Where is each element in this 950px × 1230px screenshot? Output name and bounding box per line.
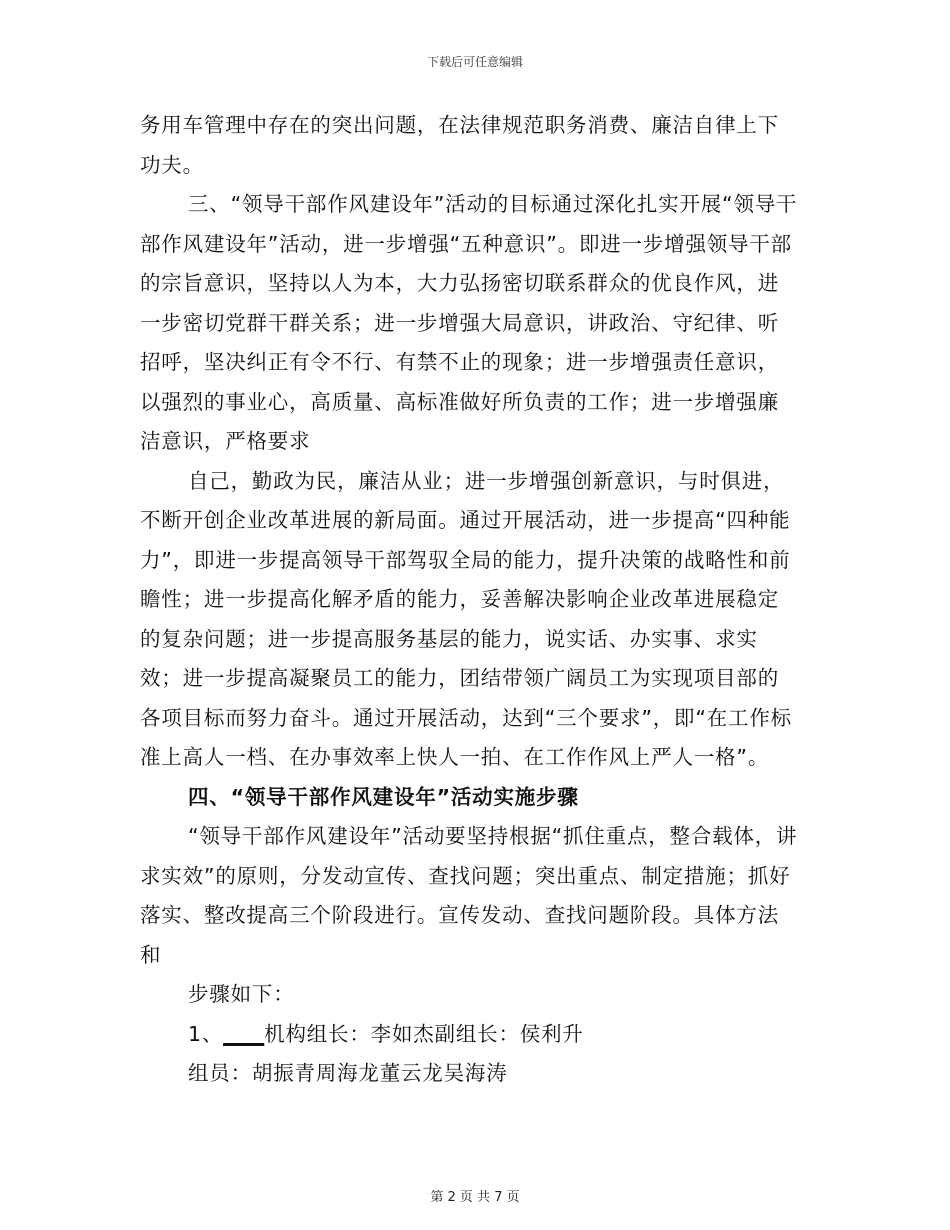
members-line: 组员：胡振青周海龙董云龙吴海涛: [188, 1061, 508, 1085]
page-header: 下载后可任意编辑: [426, 55, 523, 69]
blank-field: ____: [223, 1021, 265, 1046]
paragraph-four-abilities: 自己，勤政为民，廉洁从业；进一步增强创新意识，与时俱进，不断开创企业改革进展的新局面。通过开展活动，进一步提高“四种能力”，即进一步提高领导干部驾驭全局的能力，提升决策的战略性和前瞻性；进一步提高化解矛盾的能力，妥善解决影响企业改革进展稳定的复杂问题；进一步提高服务基层的能力，说实话、办实事、求实效；进一步提高凝聚员工的能力，团结带领广阔员工为实现项目部的各项目标而努力奋斗。通过开展活动，达到“三个要求”，即“在工作标准上高人一档、在办事效率上快人一拍、在工作作风上严人一格”。: [140, 468, 792, 769]
paragraph-section-three: 三、“领导干部作风建设年”活动的目标通过深化扎实开展“领导干部作风建设年”活动，进一步增强“五种意识”。即进一步增强领导干部的宗旨意识，坚持以人为本，大力弘扬密切联系群众的优良作风，进一步密切党群干群关系；进一步增强大局意识，讲政治、守纪律、听招呼，坚决纠正有令不行、有禁不止的现象；进一步增强责任意识，以强烈的事业心，高质量、高标准做好所负责的工作；进一步增强廉洁意识，严格要求: [140, 192, 798, 453]
document-body: [140, 106, 800, 1094]
list-item-text: 机构组长：李如杰副组长：侯利升: [264, 1021, 584, 1046]
paragraph-continuation: 务用车管理中存在的突出问题，在法律规范职务消费、廉洁自律上下功夫。: [140, 113, 779, 177]
section-four-heading: 四、“领导干部作风建设年”活动实施步骤: [188, 784, 579, 809]
paragraph-steps-intro: 步骤如下：: [188, 982, 295, 1006]
list-item-organization: [140, 1015, 800, 1055]
page-footer: 第 2 页 共 7 页: [430, 1190, 520, 1205]
paragraph-implementation: “领导干部作风建设年”活动要坚持根据“抓住重点，整合载体，讲求实效”的原则，分发动宣传、查找问题；突出重点、制定措施；抓好落实、整改提高三个阶段进行。宣传发动、查找问题阶段。具体方法和: [140, 824, 798, 967]
list-item-number: 1、: [188, 1021, 224, 1046]
